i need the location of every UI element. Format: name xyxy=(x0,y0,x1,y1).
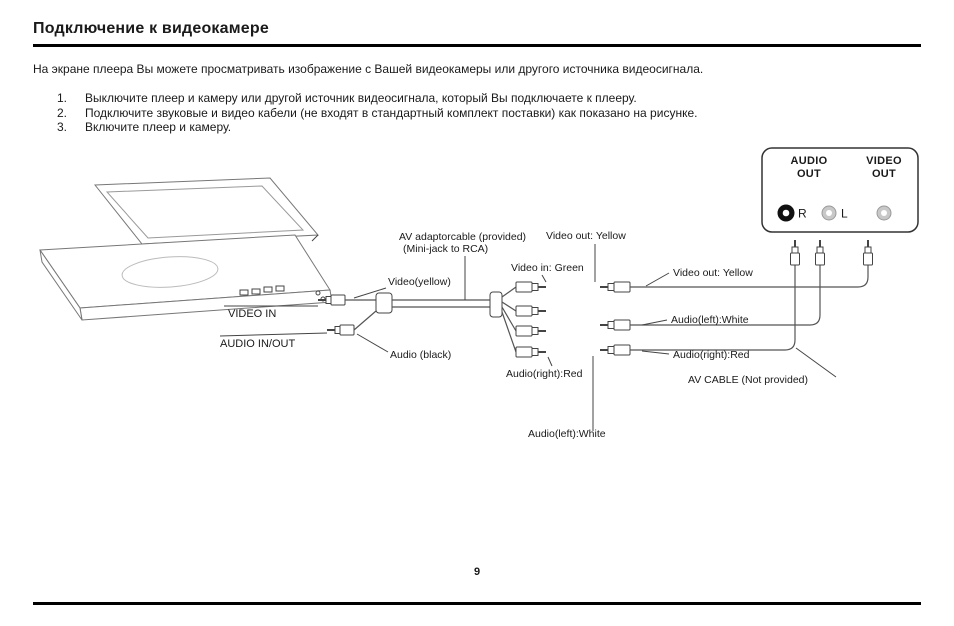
step-text: Подключите звуковые и видео кабели (не входят в стандартный комплект поставки) как показано на рисунке. xyxy=(85,105,698,120)
adaptor-cable-label: AV adaptorcable (provided) xyxy=(399,231,527,243)
step-number: 2. xyxy=(57,105,68,120)
step-number: 3. xyxy=(57,120,68,134)
instruction-step xyxy=(57,106,917,121)
adaptor-rca-plugs xyxy=(516,282,546,357)
av-cable-illustration xyxy=(600,240,873,355)
cable-splitter xyxy=(490,292,502,317)
intro-paragraph: На экране плеера Вы можете просматривать изображение с Вашей видеокамеры или другого источника видеосигнала. xyxy=(33,62,704,76)
mid-video-out-label: Video out: Yellow xyxy=(546,230,626,242)
audio-in-out-port-label: AUDIO IN/OUT xyxy=(220,338,296,350)
cable-junction xyxy=(376,293,392,313)
instruction-step xyxy=(57,91,917,106)
audio-left-jack-hole xyxy=(826,210,832,216)
player-video-jack xyxy=(316,291,320,295)
video-in-port-label: VIDEO IN xyxy=(228,308,277,320)
jack-l-label: L xyxy=(841,206,848,221)
instruction-step xyxy=(57,120,917,135)
right-audio-left-label: Audio(left):White xyxy=(671,314,749,326)
audio-out-label: AUDIO xyxy=(790,155,828,167)
video-yellow-plug-label: Video(yellow) xyxy=(388,276,451,288)
audio-out-label: OUT xyxy=(796,168,822,180)
diagram-svg xyxy=(0,140,954,470)
step-text: Выключите плеер и камеру или другой источник видеосигнала, который Вы подключаете к плееру. xyxy=(85,91,637,105)
video-out-label: OUT xyxy=(871,168,897,180)
dvd-player-illustration xyxy=(40,178,332,320)
page-title: Подключение к видеокамере xyxy=(33,20,269,37)
mini-jack-audio-plug xyxy=(340,325,354,335)
av-jack-box xyxy=(762,148,918,232)
audio-right-jack-hole xyxy=(783,210,790,217)
jack-r-label: R xyxy=(798,206,807,221)
av-adaptor-cable xyxy=(318,282,546,357)
mid-video-in-label: Video in: Green xyxy=(511,262,584,274)
mini-jack-video-plug xyxy=(331,295,345,305)
step-number: 1. xyxy=(57,91,68,105)
box-rca-plugs xyxy=(791,240,873,265)
audio-black-plug-label: Audio (black) xyxy=(390,349,452,361)
video-out-label: VIDEO xyxy=(866,155,902,167)
camera-rca-plugs xyxy=(600,282,630,355)
right-video-out-label: Video out: Yellow xyxy=(673,267,753,279)
header-rule xyxy=(33,44,921,47)
av-cable-label: AV CABLE (Not provided) xyxy=(688,374,809,386)
video-out-jack-hole xyxy=(881,210,887,216)
step-text: Включите плеер и камеру. xyxy=(85,120,232,134)
instructions-list xyxy=(57,91,917,135)
mid-audio-right-label: Audio(right):Red xyxy=(506,368,583,380)
right-audio-right-label: Audio(right):Red xyxy=(673,349,750,361)
connection-diagram xyxy=(0,140,954,470)
mid-audio-left-label: Audio(left):White xyxy=(528,428,606,440)
footer-rule xyxy=(33,602,921,605)
adaptor-cable-label-2: (Mini-jack to RCA) xyxy=(403,243,489,255)
page-number: 9 xyxy=(473,566,481,578)
